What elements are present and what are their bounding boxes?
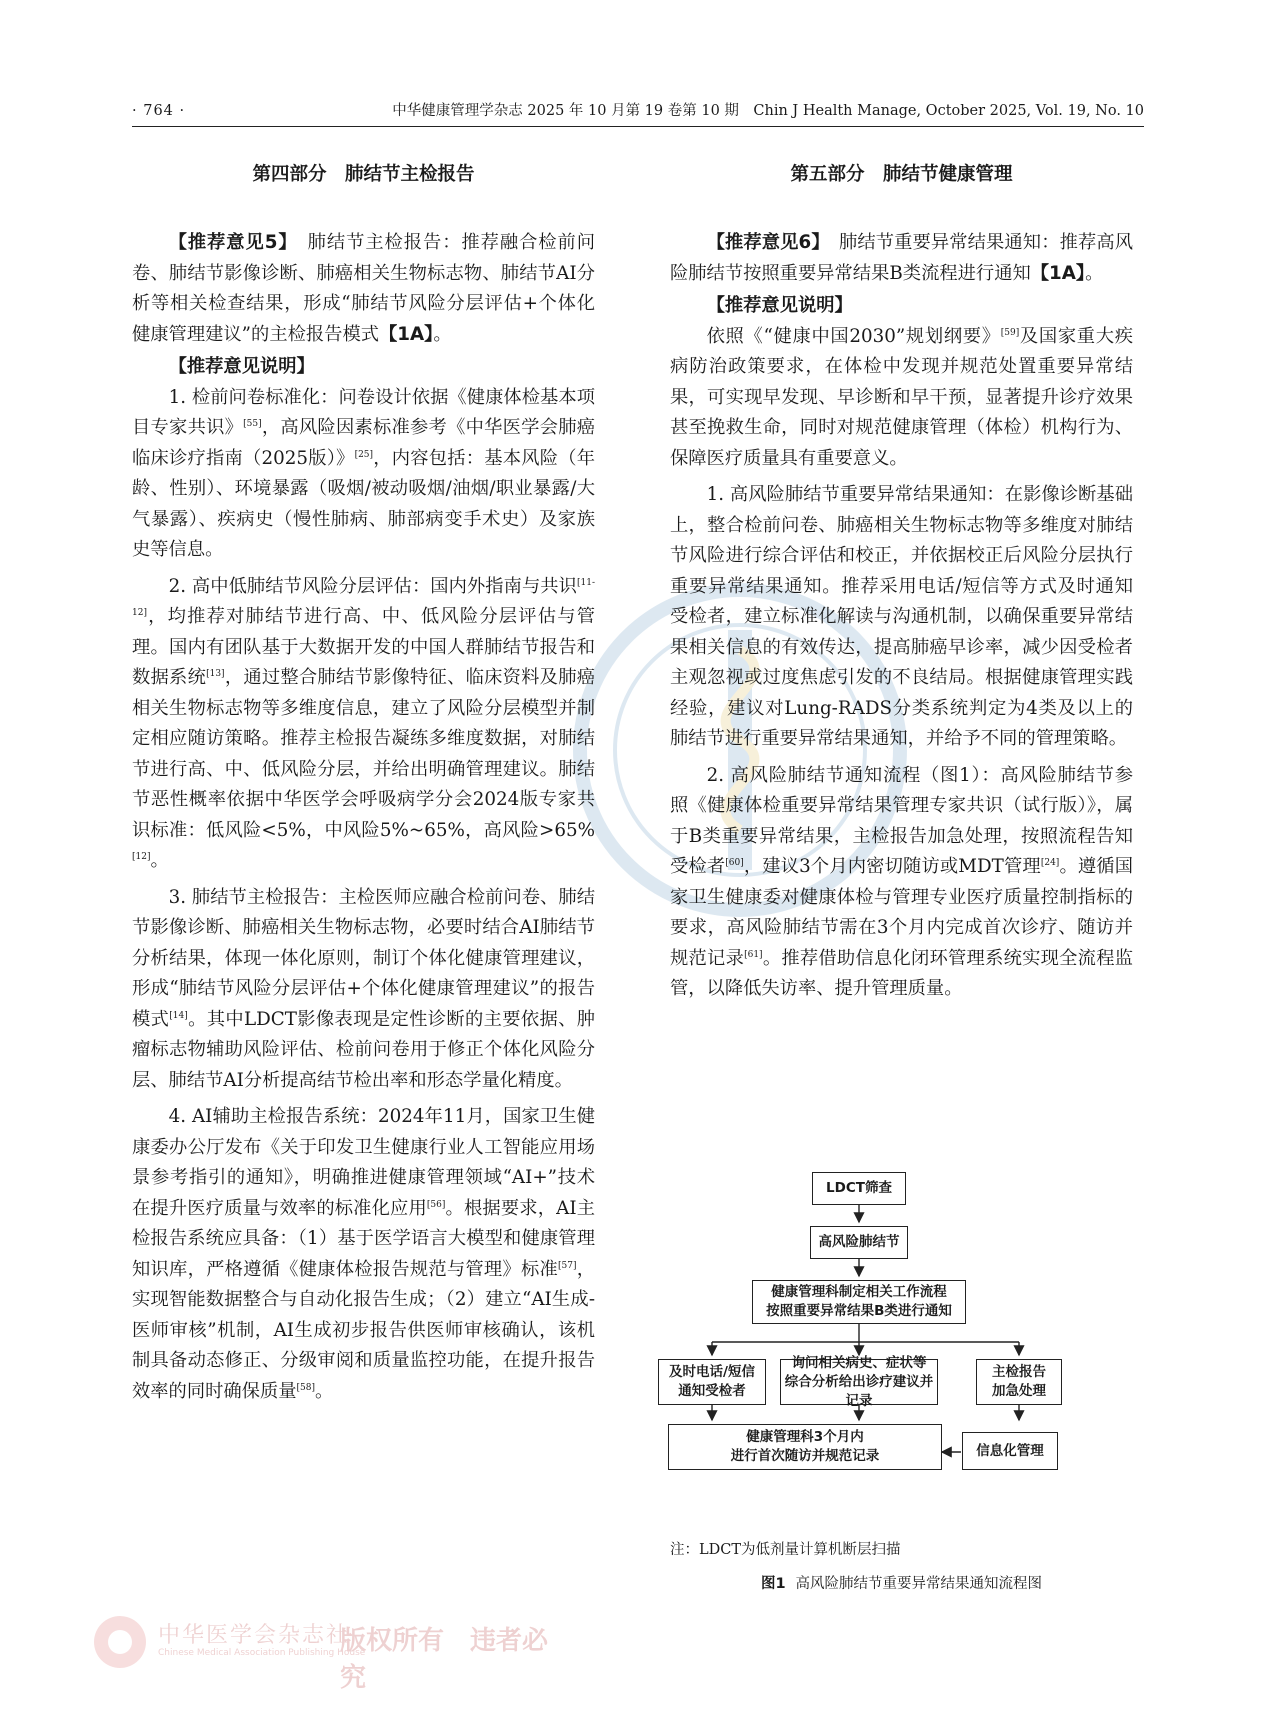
rec-end: 。 xyxy=(1085,262,1104,284)
figure-caption xyxy=(670,1574,1133,1594)
flow-box-follow-up xyxy=(668,1424,942,1470)
citation: [11-12] xyxy=(132,577,595,618)
text: ，均推荐对肺结节进行高、中、低风险分层评估与管理。国内有团队基于大数据开发的中国人群肺结节报告和数据系统 xyxy=(132,606,595,688)
text: ，高风险因素标准参考《中华医学会肺癌临床诊疗指南（2025版）》 xyxy=(132,417,596,469)
text: 1. 检前问卷标准化：问卷设计依据《健康体检基本项目专家共识》 xyxy=(132,386,595,438)
citation: [58] xyxy=(296,1382,316,1393)
flow-box-ldct-screening xyxy=(812,1172,906,1205)
citation: [61] xyxy=(744,949,763,960)
paragraph-4 xyxy=(132,1102,595,1407)
text: 3. 肺结节主检报告：主检医师应融合检前问卷、肺结节影像诊断、肺癌相关生物标志物，必要时结合AI肺结节分析结果，体现一体化原则，制订个体化健康管理建议，形成“肺结节风险分层评估+个体化健康管理建议”的报告模式 xyxy=(132,886,595,1030)
citation: [59] xyxy=(1000,327,1020,338)
flow-box-workflow xyxy=(752,1280,966,1324)
rec-text: 肺结节重要异常结果通知：推荐高风险肺结节按照重要异常结果B类流程进行通知 xyxy=(670,232,1134,284)
citation: [12] xyxy=(132,851,151,862)
text: ，建议3个月内密切随访或MDT管理 xyxy=(743,856,1041,877)
box-label: 信息化管理 xyxy=(976,1442,1044,1459)
publisher-name: 中华医学会杂志社 xyxy=(158,1623,351,1648)
paragraph-2 xyxy=(132,572,595,877)
explanation-heading: 【推荐意见说明】 xyxy=(706,295,853,316)
text: ，通过整合肺结节影像特征、临床资料及肺癌相关生物标志物等多维度信息，建立了风险分层模型并制定相应随访策略。推荐主检报告凝练多维度数据，对肺结节进行高、中、低风险分层，并给出明确管理建议。肺结节恶性概率依据中华医学会呼吸病学分会2024版专家共识标准：低风险<5%，中风险5%~65%，高风险>65% xyxy=(132,667,596,841)
box-label: 健康管理科制定相关工作流程 xyxy=(771,1284,947,1300)
right-column xyxy=(670,160,1133,1005)
box-label: 通知受检者 xyxy=(678,1383,746,1399)
text: 。推荐借助信息化闭环管理系统实现全流程监管，以降低失访率、提升管理质量。 xyxy=(670,947,1134,999)
figure-note: 注：LDCT为低剂量计算机断层扫描 xyxy=(670,1542,901,1558)
text: 4. AI辅助主检报告系统：2024年11月，国家卫生健康委办公厅发布《关于印发卫生健康行业人工智能应用场景参考指引的通知》，明确推进健康管理领域“AI+”技术在提升医疗质量与效率的标准化应用 xyxy=(132,1106,595,1219)
box-label: 进行首次随访并规范记录 xyxy=(730,1448,880,1464)
figure-number: 图1 xyxy=(760,1576,786,1592)
rec-end: 。 xyxy=(433,323,452,345)
citation: [24] xyxy=(1040,857,1060,868)
paragraph-3 xyxy=(132,883,595,1097)
left-column xyxy=(132,160,595,1407)
rec-text: 肺结节主检报告：推荐融合检前问卷、肺结节影像诊断、肺癌相关生物标志物、肺结节AI分析等相关检查结果，形成“肺结节风险分层评估+个体化健康管理建议”的主检报告模式 xyxy=(132,232,596,345)
paragraph-0 xyxy=(670,322,1133,475)
box-label: 及时电话/短信 xyxy=(669,1364,755,1380)
citation: [25] xyxy=(354,449,374,460)
citation: [55] xyxy=(243,418,262,429)
section-title-part4: 第四部分 肺结节主检报告 xyxy=(252,164,475,185)
citation: [13] xyxy=(206,668,225,679)
publisher-logo xyxy=(90,1612,560,1693)
box-label: LDCT筛查 xyxy=(826,1180,892,1196)
text: 。 xyxy=(150,850,169,871)
text: 依照《“健康中国2030”规划纲要》 xyxy=(706,325,1001,347)
flow-box-notify xyxy=(658,1359,766,1405)
text: ，实现智能数据整合与自动化报告生成；（2）建立“AI生成-医师审核”机制，AI生成初步报告供医师审核确认，该机制具备动态修正、分级审阅和质量监控功能，在提升报告效率的同时确保质量 xyxy=(132,1258,596,1402)
text: 2. 高中低肺结节风险分层评估：国内外指南与共识 xyxy=(168,575,577,597)
flow-box-high-risk-nodule xyxy=(810,1226,908,1259)
figure-title: 高风险肺结节重要异常结果通知流程图 xyxy=(795,1576,1043,1592)
citation: [56] xyxy=(426,1199,446,1210)
box-label: 询问相关病史、症状等 xyxy=(791,1354,927,1371)
citation: [57] xyxy=(558,1260,577,1271)
explanation-heading: 【推荐意见说明】 xyxy=(168,356,315,377)
text: 。其中LDCT影像表现是定性诊断的主要依据、肿瘤标志物辅助风险评估、检前问卷用于修正个体化风险分层、肺结节AI分析提高结节检出率和形态学量化精度。 xyxy=(132,1008,596,1091)
paragraph-1 xyxy=(132,383,595,566)
figure-1-flowchart xyxy=(670,1170,1133,1610)
recommendation-6 xyxy=(670,228,1133,289)
flow-box-urgent-report xyxy=(976,1359,1062,1405)
text: 及国家重大疾病防治政策要求，在体检中发现并规范处置重要异常结果，可实现早发现、早诊断和早干预，显著提升诊疗效果甚至挽救生命，同时对规范健康管理（体检）机构行为、保障医疗质量具有重要意义。 xyxy=(670,325,1133,469)
page-number: · 764 · xyxy=(132,103,186,119)
rec-label: 【推荐意见5】 xyxy=(168,232,289,253)
publisher-emblem xyxy=(90,1612,150,1672)
flow-box-info-management xyxy=(962,1432,1058,1470)
text: 。 xyxy=(315,1380,334,1402)
text: 。根据要求，AI主检报告系统应具备：（1）基于医学语言大模型和健康管理知识库，严格遵循《健康体检报告规范与管理》标准 xyxy=(132,1197,595,1280)
text: ，内容包括：基本风险（年龄、性别）、环境暴露（吸烟/被动吸烟/油烟/职业暴露/大气暴露）、疾病史（慢性肺病、肺部病变手术史）及家族史等信息。 xyxy=(132,447,595,560)
section-title-part5: 第五部分 肺结节健康管理 xyxy=(790,164,1013,185)
citation: [60] xyxy=(725,857,744,868)
paragraph-2 xyxy=(670,761,1133,1005)
rec-label: 【推荐意见6】 xyxy=(706,232,821,253)
box-label: 主检报告 xyxy=(992,1364,1046,1380)
rec-grade: 【1A】 xyxy=(1030,262,1086,284)
journal-citation: 中华健康管理学杂志 2025 年 10 月第 19 卷第 10 期 Chin J Health Manage, October 2025, Vol. 19, No. 10 xyxy=(392,103,1144,119)
rec-grade: 【1A】 xyxy=(379,323,434,345)
citation: [14] xyxy=(169,1010,188,1021)
text: 。遵循国家卫生健康委对健康体检与管理专业医疗质量控制指标的要求，高风险肺结节需在3个月内完成首次诊疗、随访并规范记录 xyxy=(670,856,1134,969)
box-label: 加急处理 xyxy=(992,1383,1046,1399)
copyright-slogan: 版权所有 违者必究 xyxy=(340,1626,549,1693)
publisher-name-en: Chinese Medical Association Publishing House xyxy=(158,1648,366,1658)
paragraph-1: 1. 高风险肺结节重要异常结果通知：在影像诊断基础上，整合检前问卷、肺癌相关生物标志物等多维度对肺结节风险进行综合评估和校正，并依据校正后风险分层执行重要异常结果通知。推荐采用电话/短信等方式及时通知受检者，建立标准化解读与沟通机制，以确保重要异常结果相关信息的有效传达，提高肺癌早诊率，减少因受检者主观忽视或过度焦虑引发的不良结局。根据健康管理实践经验，建议对Lung-RADS分类系统判定为4类及以上的肺结节进行重要异常结果通知，并给予不同的管理策略。 xyxy=(670,484,1133,749)
flow-box-inquiry xyxy=(780,1354,938,1409)
running-header xyxy=(132,98,1144,127)
box-label: 健康管理科3个月内 xyxy=(746,1429,864,1445)
box-label: 按照重要异常结果B类进行通知 xyxy=(766,1303,952,1319)
text: 2. 高风险肺结节通知流程（图1）：高风险肺结节参照《健康体检重要异常结果管理专家共识（试行版）》，属于B类重要异常结果，主检报告加急处理，按照流程告知受检者 xyxy=(670,764,1133,877)
recommendation-5 xyxy=(132,228,595,350)
box-label: 综合分析给出诊疗建议并记录 xyxy=(784,1373,934,1409)
box-label: 高风险肺结节 xyxy=(818,1234,900,1250)
